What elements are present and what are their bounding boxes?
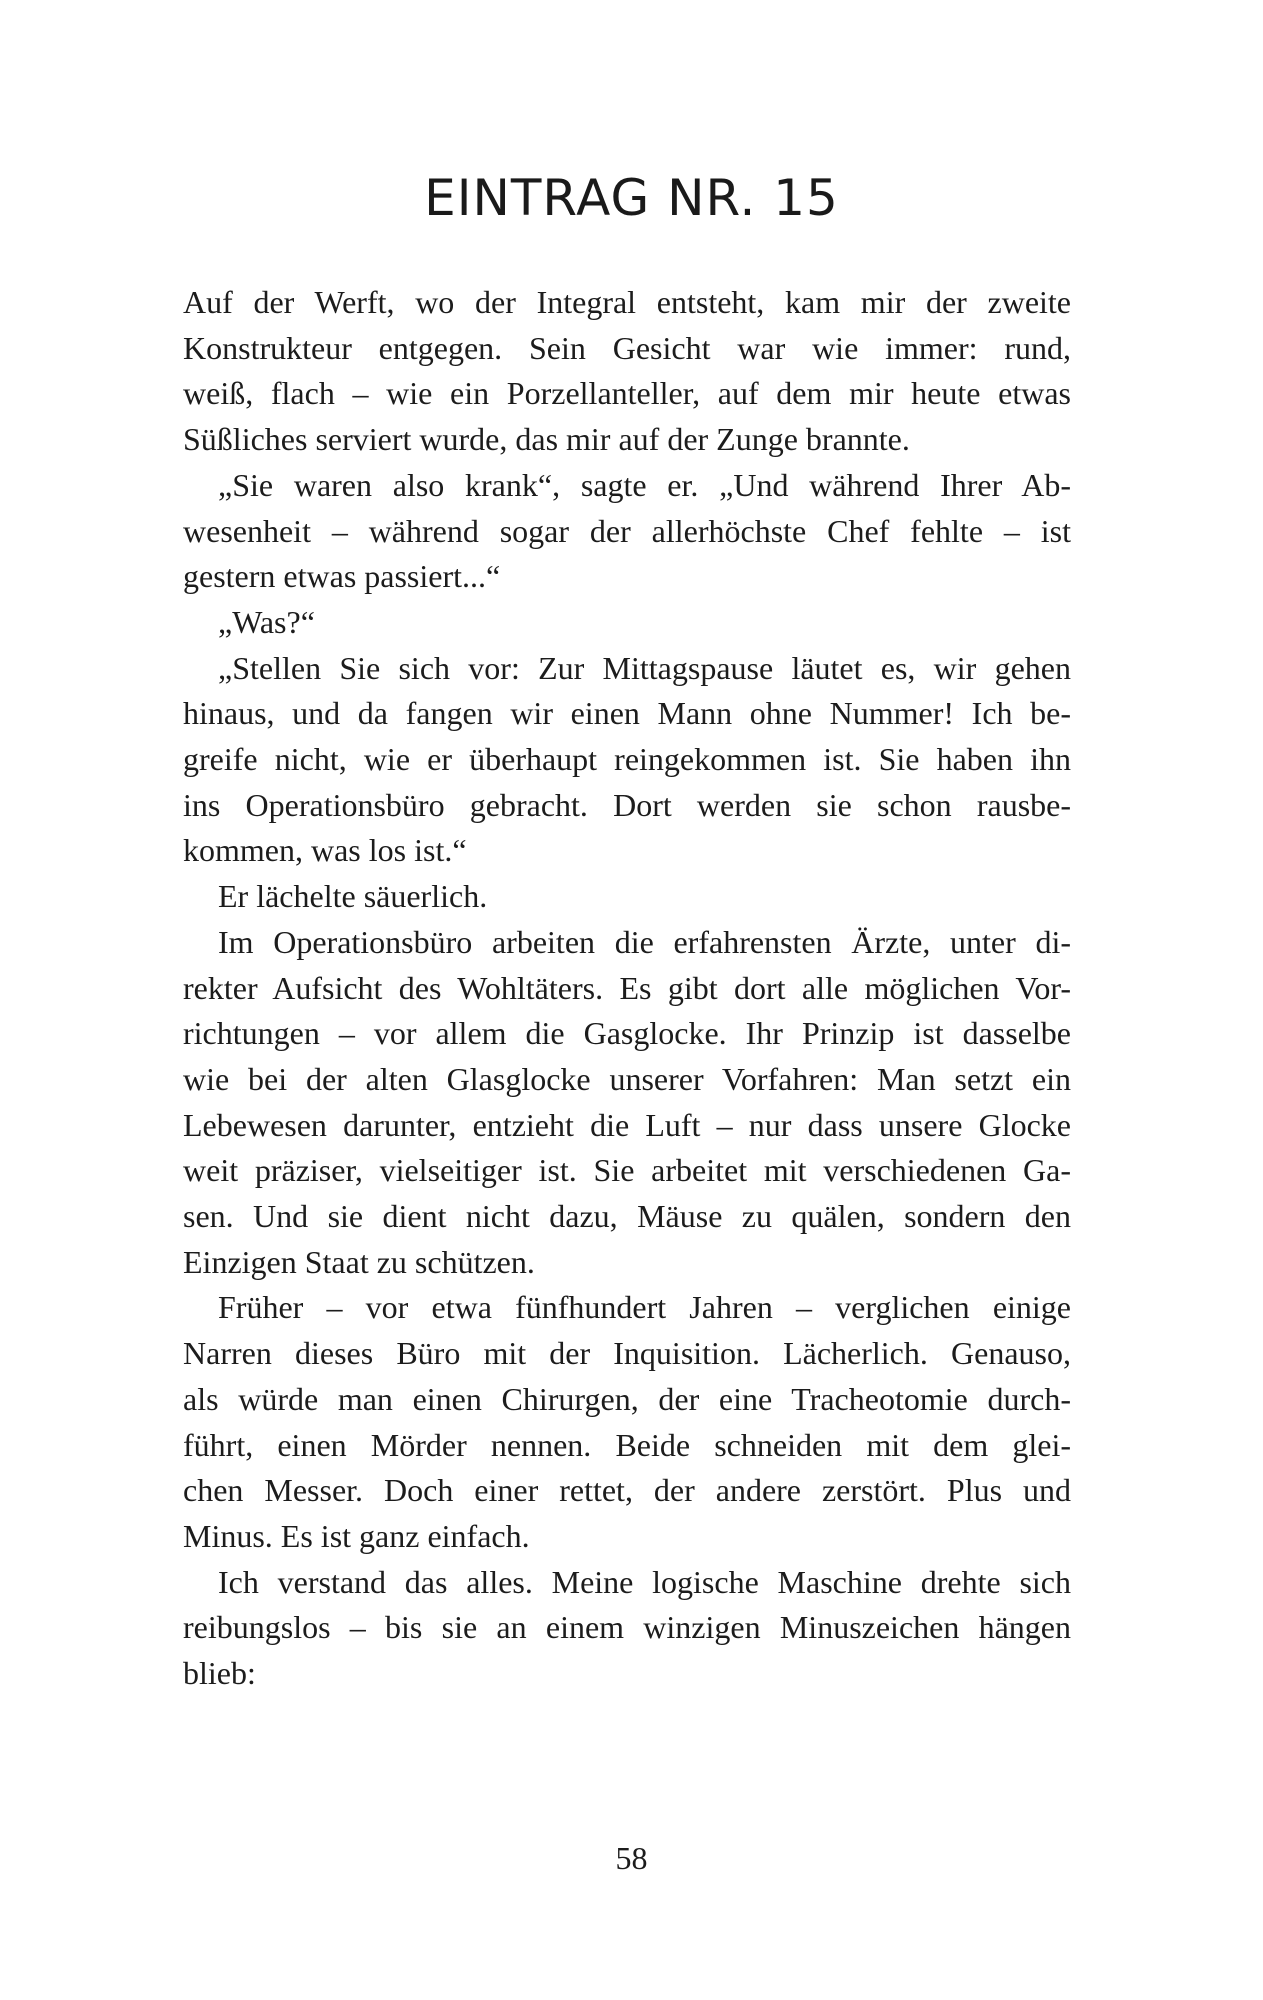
text-line: Er lächelte säuerlich. <box>218 878 488 915</box>
text-line: richtungen – vor allem die Gasglocke. Ihr Prinzip ist dasselbe <box>183 1015 1071 1052</box>
text-line: Minus. Es ist ganz einfach. <box>183 1517 530 1554</box>
text-line: ins Operationsbüro gebracht. Dort werden sie schon rausbe- <box>183 786 1071 823</box>
text-line: Süßliches serviert wurde, das mir auf der Zunge brannte. <box>183 421 910 458</box>
text-line: gestern etwas passiert...“ <box>183 558 501 595</box>
chapter-title: EINTRAG NR. 15 <box>424 169 839 227</box>
text-line: wesenheit – während sogar der allerhöchste Chef fehlte – ist <box>183 512 1071 549</box>
text-line: „Was?“ <box>218 603 315 640</box>
text-line: sen. Und sie dient nicht dazu, Mäuse zu quälen, sondern den <box>183 1198 1071 1235</box>
page-number: 58 <box>615 1840 648 1876</box>
text-line: „Stellen Sie sich vor: Zur Mittagspause läutet es, wir gehen <box>218 649 1071 686</box>
text-line: greife nicht, wie er überhaupt reingekommen ist. Sie haben ihn <box>183 741 1071 778</box>
text-line: chen Messer. Doch einer rettet, der andere zerstört. Plus und <box>183 1472 1071 1509</box>
body-text <box>183 280 1071 1697</box>
text-line: Früher – vor etwa fünfhundert Jahren – verglichen einige <box>218 1289 1071 1326</box>
text-line: Im Operationsbüro arbeiten die erfahrensten Ärzte, unter di- <box>218 923 1071 960</box>
text-line: Auf der Werft, wo der Integral entsteht, kam mir der zweite <box>183 284 1071 320</box>
text-line: blieb: <box>183 1655 256 1692</box>
text-line: Konstrukteur entgegen. Sein Gesicht war wie immer: rund, <box>183 329 1071 366</box>
text-line: wie bei der alten Glasglocke unserer Vorfahren: Man setzt ein <box>183 1060 1071 1097</box>
text-line: Narren dieses Büro mit der Inquisition. Lächerlich. Genauso, <box>183 1335 1071 1372</box>
text-line: reibungslos – bis sie an einem winzigen Minuszeichen hängen <box>183 1609 1071 1646</box>
text-line: kommen, was los ist.“ <box>183 832 467 869</box>
text-line: führt, einen Mörder nennen. Beide schneiden mit dem glei- <box>183 1426 1071 1463</box>
text-line: Lebewesen darunter, entzieht die Luft – nur dass unsere Glocke <box>183 1106 1071 1143</box>
text-line: als würde man einen Chirurgen, der eine Tracheotomie durch- <box>183 1380 1071 1417</box>
text-line: hinaus, und da fangen wir einen Mann ohne Nummer! Ich be- <box>183 695 1071 732</box>
text-line: rekter Aufsicht des Wohltäters. Es gibt dort alle möglichen Vor- <box>183 969 1071 1006</box>
text-line: weiß, flach – wie ein Porzellanteller, auf dem mir heute etwas <box>183 375 1071 412</box>
text-line: Ich verstand das alles. Meine logische Maschine drehte sich <box>218 1563 1071 1600</box>
text-line: Einzigen Staat zu schützen. <box>183 1243 535 1280</box>
text-line: weit präziser, vielseitiger ist. Sie arbeitet mit verschiedenen Ga- <box>183 1152 1071 1189</box>
text-line: „Sie waren also krank“, sagte er. „Und während Ihrer Ab- <box>218 466 1071 503</box>
